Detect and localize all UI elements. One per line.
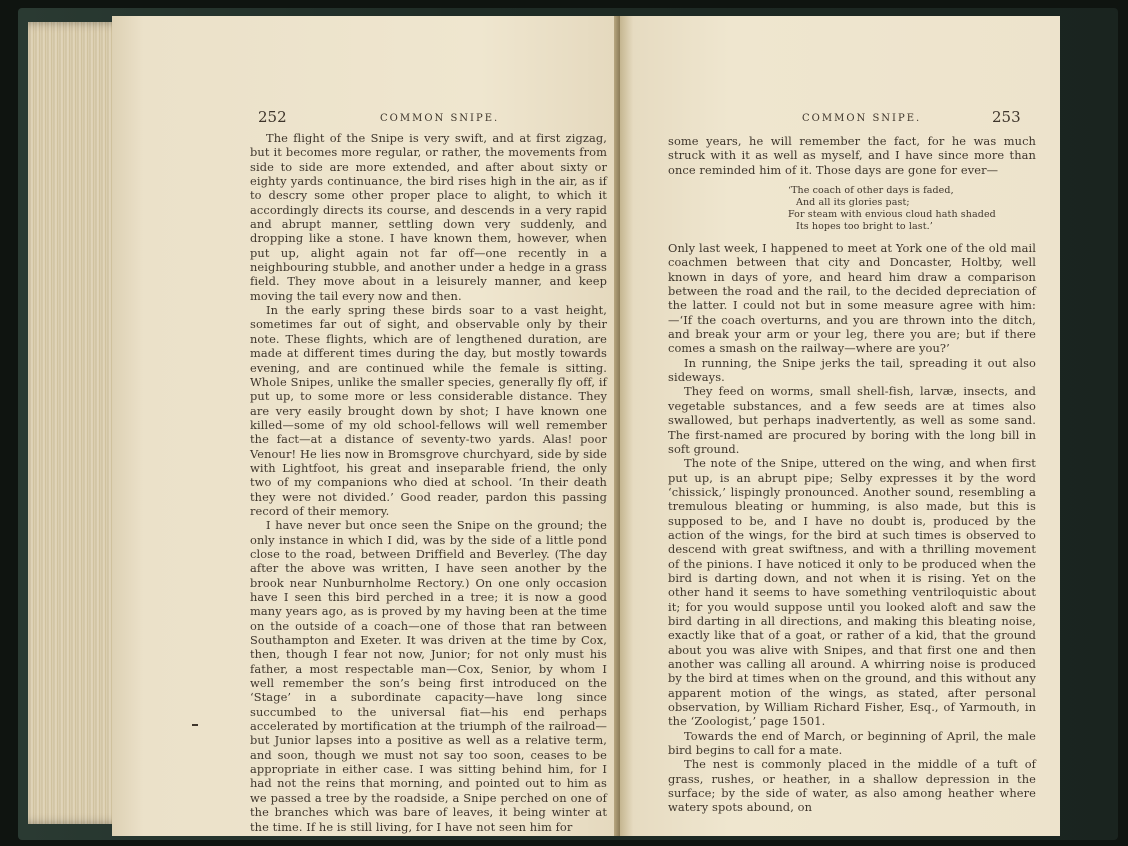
right-page-text bbox=[668, 134, 1036, 815]
right-page bbox=[620, 16, 1060, 836]
left-page bbox=[112, 16, 638, 836]
left-paragraph-3: I have never but once seen the Snipe on the ground; the only instance in which I did, was by the side of a little pond close to the road, between Driffield and Beverley. (The day after the above was written, I have seen another by the brook near Nunburnholme Rectory.) On one only occasion have I seen this bird perched in a tree; it is now a good many years ago, as is proved by my having been at the time on the outside of a coach—one of those that ran between Southampton and Exeter. It was driven at the time by Cox, then, though I fear not now, Junior; for not only must his father, a most respectable man—Cox, Senior, by whom I well remember the son’s being first introduced on the ‘Stage’ in a subordinate capacity—have long since succumbed to the universal fiat—his end perhaps accelerated by mortification at the triumph of the railroad—but Junior lapses into a positive as well as a relative term, and soon, though we must not say too soon, ceases to be appropriate in either case. I was sitting behind him, for I had not the reins that morning, and pointed out to him as we passed a tree by the roadside, a Snipe perched on one of the branches which was bare of leaves, it being winter at the time. If he is still living, for I have not seen him for bbox=[250, 518, 607, 834]
left-page-number: 252 bbox=[258, 108, 287, 126]
left-running-head: COMMON SNIPE. bbox=[380, 113, 500, 124]
margin-mark bbox=[192, 724, 198, 726]
verse-line-1: ‘The coach of other days is faded, bbox=[788, 185, 954, 197]
open-book bbox=[18, 8, 1122, 842]
right-paragraph-3: They feed on worms, small shell-fish, larvæ, insects, and vegetable substances, and a few seeds are at times also swallowed, but perhaps inadvertently, as well as some sand. The first-named are procured by boring with the long bill in soft ground. bbox=[668, 384, 1036, 456]
verse-line-4: Its hopes too bright to last.’ bbox=[796, 221, 933, 233]
coach-verse bbox=[788, 185, 1036, 233]
right-paragraph-5: Towards the end of March, or beginning of April, the male bird begins to call for a mate. bbox=[668, 728, 1036, 758]
right-paragraph-4: The note of the Snipe, uttered on the wing, and when first put up, is an abrupt pipe; Selby expresses it by the word ‘chissick,’ lispingly pronounced. Another sound, resembling a tremulous bleating or humming, is also made, but this is supposed to be, and I have no doubt is, produced by the action of the wings, for the bird at such times is observed to descend with great swiftness, and with a thrilling movement of the pinions. I have noticed it only to be produced when the bird is darting down, and not when it is rising. Yet on the other hand it seems to have something ventriloquistic about it; for you would suppose until you looked aloft and saw the bird darting in all directions, and making this bleating noise, exactly like that of a goat, or rather of a kid, that the ground about you was alive with Snipes, and that first one and then another was calling all around. A whirring noise is produced by the bird at times when on the ground, and this without any apparent motion of the wings, as stated, after personal observation, by William Richard Fisher, Esq., of Yarmouth, in the ‘Zoologist,’ page 1501. bbox=[668, 456, 1036, 729]
left-paragraph-2: In the early spring these birds soar to a vast height, sometimes far out of sight, and observable only by their note. These flights, which are of lengthened duration, are made at different times during the day, but mostly towards evening, and are continued while the female is sitting. Whole Snipes, unlike the smaller species, generally fly off, if put up, to some more or less considerable distance. They are very easily brought down by shot; I have known one killed—some of my old school-fellows will well remember the fact—at a distance of seventy-two yards. Alas! poor Venour! He lies now in Bromsgrove churchyard, side by side with Lightfoot, his great and inseparable friend, the only two of my companions who died at school. ‘In their death they were not divided.’ Good reader, pardon this passing record of their memory. bbox=[250, 303, 607, 518]
right-paragraph-1: Only last week, I happened to meet at York one of the old mail coachmen between that city and Doncaster, Holtby, well known in days of yore, and heard him draw a comparison between the road and the rail, to the decided depreciation of the latter. I could not but in some measure agree with him:—‘If the coach overturns, and you are thrown into the ditch, and break your arm or your leg, there you are; but if there comes a smash on the railway—where are you?’ bbox=[668, 241, 1036, 356]
right-opening-paragraph: some years, he will remember the fact, for he was much struck with it as well as myself, and I have since more than once reminded him of it. Those days are gone for ever— bbox=[668, 134, 1036, 177]
right-paragraph-2: In running, the Snipe jerks the tail, spreading it out also sideways. bbox=[668, 355, 1036, 385]
verse-line-3: For steam with envious cloud hath shaded bbox=[788, 209, 996, 221]
left-paragraph-1: The flight of the Snipe is very swift, and at first zigzag, but it becomes more regular, or rather, the movements from side to side are more extended, and after about sixty or eighty yards continuance, the bird rises high in the air, as if to descry some other proper place to alight, to which it accordingly directs its course, and descends in a very rapid and abrupt manner, settling down very suddenly, and dropping like a stone. I have known them, however, when put up, alight again not far off—one recently in a neighbouring stubble, and another under a hedge in a grass field. They move about in a leisurely manner, and keep moving the tail every now and then. bbox=[250, 131, 607, 303]
right-page-number: 253 bbox=[992, 108, 1021, 126]
right-running-head: COMMON SNIPE. bbox=[802, 113, 922, 124]
right-paragraph-6: The nest is commonly placed in the middle of a tuft of grass, rushes, or heather, in a shallow depression in the surface; by the side of water, as also among heather where watery spots abound, on bbox=[668, 757, 1036, 815]
left-page-text bbox=[250, 131, 607, 834]
verse-line-2: And all its glories past; bbox=[796, 197, 910, 209]
